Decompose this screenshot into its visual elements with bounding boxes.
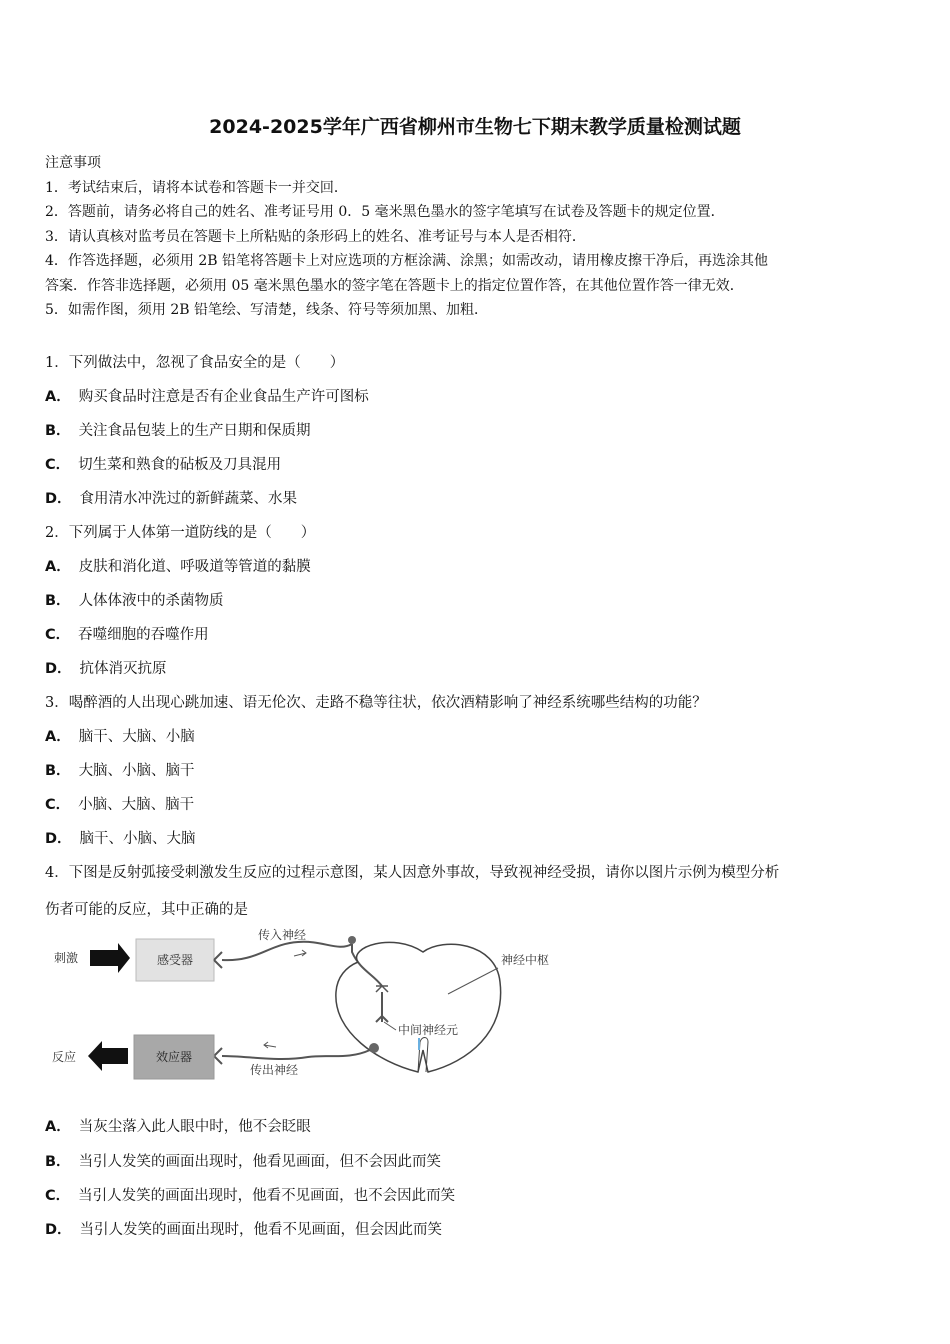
question-3-stem: 3．喝醉酒的人出现心跳加速、语无伦次、走路不稳等往状，依次酒精影响了神经系统哪些结构的功能？	[45, 695, 707, 711]
option-letter: A．	[45, 1119, 71, 1135]
option-text: 当引人发笑的画面出现时，他看不见画面，也不会因此而笑	[78, 1188, 456, 1204]
response-arrow-icon	[88, 1041, 128, 1071]
synapse-1	[376, 986, 388, 992]
afferent-label: 传入神经	[258, 928, 307, 942]
option-letter: A．	[45, 729, 71, 745]
afferent-cell-body	[348, 936, 356, 944]
reflex-arc-diagram	[48, 922, 568, 1088]
question-1-option-c	[45, 453, 281, 474]
option-text: 大脑、小脑、脑干	[78, 763, 195, 779]
center-label: 神经中枢	[501, 953, 550, 967]
notes-item: 3．请认真核对监考员在答题卡上所粘贴的条形码上的姓名、准考证号与本人是否相符．	[45, 228, 586, 245]
effector-label: 效应器	[155, 1050, 193, 1064]
question-3-option-b	[45, 759, 195, 780]
efferent-label: 传出神经	[250, 1063, 299, 1077]
option-letter: B．	[45, 423, 71, 439]
question-1-option-b	[45, 419, 311, 440]
interneuron-pointer	[384, 1022, 396, 1030]
efferent-nerve	[214, 1048, 370, 1064]
afferent-direction-arrow-icon	[294, 950, 306, 956]
option-letter: D．	[45, 491, 72, 507]
afferent-nerve	[214, 942, 352, 968]
receptor-label: 感受器	[156, 953, 194, 967]
interneuron	[376, 992, 388, 1022]
notes-item: 2．答题前，请务必将自己的姓名、准考证号用 0．5 毫米黑色墨水的签字笔填写在试卷及答题卡的规定位置．	[45, 204, 725, 220]
option-letter: C．	[45, 1188, 71, 1204]
notes-item: 4．作答选择题，必须用 2B 铅笔将答题卡上对应选项的方框涂满、涂黑；如需改动，请用橡皮擦干净后，再选涂其他	[45, 253, 768, 269]
question-2-option-b	[45, 589, 224, 610]
question-4-option-c	[45, 1184, 455, 1205]
option-text: 购买食品时注意是否有企业食品生产许可图标	[78, 389, 369, 405]
question-4-option-b	[45, 1150, 441, 1171]
option-letter: B．	[45, 1154, 71, 1170]
option-text: 食用清水冲洗过的新鲜蔬菜、水果	[79, 491, 298, 507]
notes-item: 5．如需作图，须用 2B 铅笔绘、写清楚，线条、符号等须加黑、加粗．	[45, 302, 489, 318]
option-letter: C．	[45, 797, 71, 813]
option-letter: D．	[45, 1222, 72, 1238]
question-2-option-a	[45, 555, 311, 576]
notes-item: 答案．作答非选择题，必须用 05 毫米黑色墨水的签字笔在答题卡上的指定位置作答，在其他位置作答一律无效．	[45, 277, 744, 294]
page-title: 2024-2025学年广西省柳州市生物七下期末教学质量检测试题	[209, 116, 741, 138]
option-text: 小脑、大脑、脑干	[78, 797, 195, 813]
question-3-option-d	[45, 827, 196, 848]
question-1-option-d	[45, 487, 297, 508]
stimulus-label: 刺激	[54, 951, 79, 965]
option-text: 脑干、大脑、小脑	[78, 729, 195, 745]
question-2-option-c	[45, 623, 209, 644]
question-3-option-a	[45, 725, 195, 746]
question-3-option-c	[45, 793, 194, 814]
option-text: 切生菜和熟食的砧板及刀具混用	[78, 457, 282, 473]
option-text: 脑干、小脑、大脑	[79, 831, 196, 847]
option-letter: C．	[45, 627, 71, 643]
notes-item: 1．考试结束后，请将本试卷和答题卡一并交回．	[45, 179, 348, 196]
interneuron-label: 中间神经元	[398, 1023, 459, 1037]
question-4-option-d	[45, 1218, 442, 1239]
notes-heading: 注意事项	[45, 155, 101, 171]
question-1-option-a	[45, 385, 369, 406]
option-text: 抗体消灭抗原	[79, 661, 167, 677]
option-text: 人体体液中的杀菌物质	[78, 593, 224, 609]
stimulus-arrow-icon	[90, 943, 130, 973]
option-letter: B．	[45, 593, 71, 609]
option-letter: A．	[45, 559, 71, 575]
center-pointer	[448, 968, 498, 994]
response-label: 反应	[52, 1050, 77, 1064]
option-letter: B．	[45, 763, 71, 779]
efferent-direction-arrow-icon	[264, 1042, 276, 1048]
notes-section	[45, 151, 905, 323]
option-text: 关注食品包装上的生产日期和保质期	[78, 423, 311, 439]
option-text: 当灰尘落入此人眼中时，他不会眨眼	[78, 1119, 311, 1135]
option-text: 吞噬细胞的吞噬作用	[78, 627, 209, 643]
reflex-arc-svg	[48, 922, 568, 1084]
afferent-axon	[352, 944, 382, 986]
question-2-stem: 2．下列属于人体第一道防线的是（ ）	[45, 525, 316, 541]
option-text: 当引人发笑的画面出现时，他看见画面，但不会因此而笑	[78, 1154, 442, 1170]
question-4-option-a	[45, 1115, 311, 1136]
question-2-option-d	[45, 657, 167, 678]
option-letter: D．	[45, 661, 72, 677]
option-text: 当引人发笑的画面出现时，他看不见画面，但会因此而笑	[79, 1222, 443, 1238]
efferent-cell-body	[369, 1043, 379, 1053]
question-4-stem-continued: 伤者可能的反应，其中正确的是	[45, 902, 248, 918]
option-text: 皮肤和消化道、呼吸道等管道的黏膜	[78, 559, 311, 575]
option-letter: A．	[45, 389, 71, 405]
question-1-stem: 1．下列做法中，忽视了食品安全的是（ ）	[45, 355, 345, 371]
option-letter: C．	[45, 457, 71, 473]
option-letter: D．	[45, 831, 72, 847]
question-4-stem: 4．下图是反射弧接受刺激发生反应的过程示意图，某人因意外事故，导致视神经受损，请你以图片示例为模型分析	[45, 865, 780, 881]
